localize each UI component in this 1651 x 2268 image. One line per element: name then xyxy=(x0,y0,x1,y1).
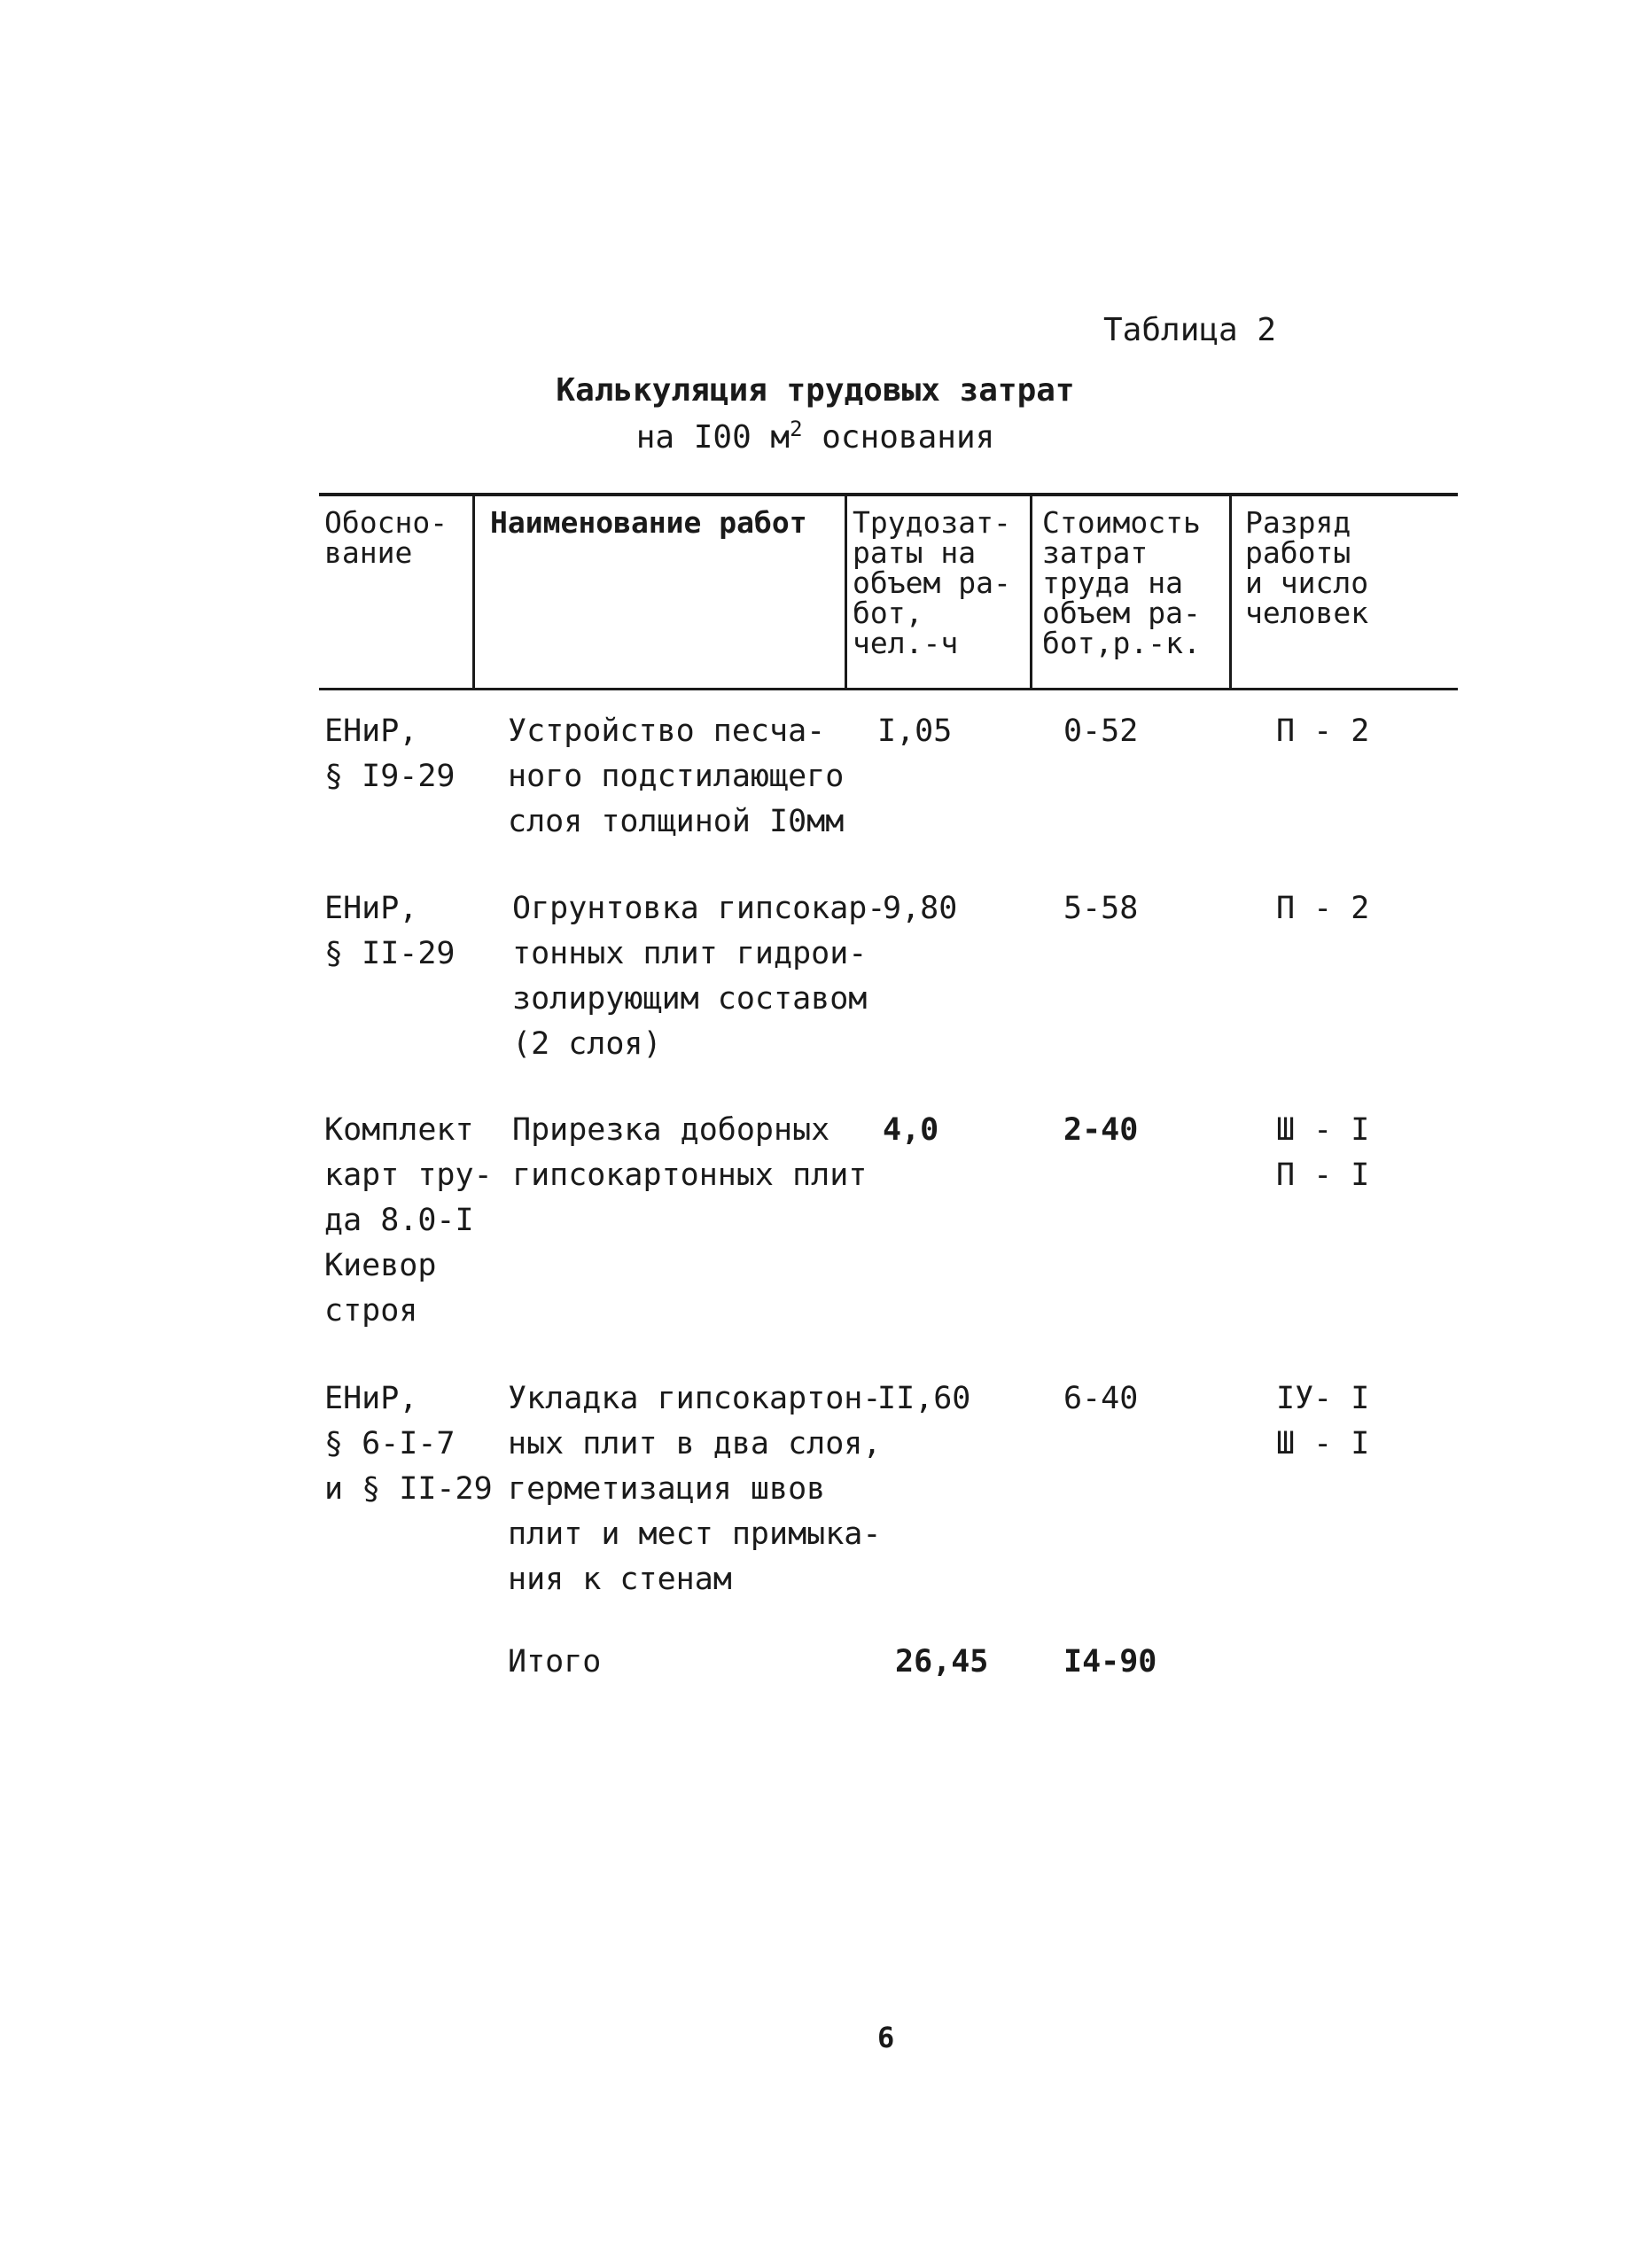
row-cost: 5-58 xyxy=(1063,891,1139,926)
row-cost: 0-52 xyxy=(1063,713,1139,749)
row-basis: ЕНиР, § II-29 xyxy=(324,891,456,971)
page-number: 6 xyxy=(877,2021,895,2054)
header-work-name: Наименование работ xyxy=(490,505,807,540)
header-basis: Обосно- вание xyxy=(324,505,448,570)
column-divider-1 xyxy=(472,495,475,690)
row-labor: 9,80 xyxy=(883,891,958,926)
table-subtitle xyxy=(461,417,1170,456)
row-grade: П - 2 xyxy=(1276,713,1370,749)
row-grade: Ш - I П - I xyxy=(1276,1112,1370,1193)
header-cost: Стоимость затрат труда на объем ра- бот,р.-к. xyxy=(1042,505,1201,660)
header-bottom-rule xyxy=(319,688,1458,690)
column-divider-4 xyxy=(1229,495,1232,690)
row-grade: П - 2 xyxy=(1276,891,1370,926)
subtitle-suffix: основания xyxy=(802,419,995,456)
total-cost: I4-90 xyxy=(1063,1644,1157,1680)
row-labor: II,60 xyxy=(877,1381,971,1416)
column-divider-2 xyxy=(845,495,847,690)
row-labor: 4,0 xyxy=(883,1112,939,1148)
total-labor: 26,45 xyxy=(895,1644,989,1680)
row-cost: 2-40 xyxy=(1063,1112,1139,1148)
row-work-name: Устройство песча- ного подстилающего слоя толщиной I0мм xyxy=(508,713,845,839)
column-divider-3 xyxy=(1030,495,1032,690)
header-grade: Разряд работы и число человек xyxy=(1245,505,1369,630)
row-basis: Комплект карт тру- да 8.0-I Киевор строя xyxy=(324,1112,493,1329)
row-cost: 6-40 xyxy=(1063,1381,1139,1416)
row-work-name: Укладка гипсокартон- ных плит в два слоя, герметизация швов плит и мест примыка- ния к стенам xyxy=(508,1381,882,1597)
total-label: Итого xyxy=(508,1644,602,1680)
row-work-name: Прирезка доборных гипсокартонных плит xyxy=(512,1112,868,1193)
table-label: Таблица 2 xyxy=(1103,312,1277,348)
table-title: Калькуляция трудовых затрат xyxy=(556,372,1075,409)
subtitle-superscript: 2 xyxy=(790,417,803,441)
row-labor: I,05 xyxy=(877,713,953,749)
table-top-rule xyxy=(319,493,1458,496)
subtitle-prefix: на I00 м xyxy=(635,419,790,456)
row-work-name: Огрунтовка гипсокар- тонных плит гидрои- золирующим составом (2 слоя) xyxy=(512,891,886,1062)
row-basis: ЕНиР, § 6-I-7 и § II-29 xyxy=(324,1381,493,1507)
row-basis: ЕНиР, § I9-29 xyxy=(324,713,456,794)
header-labor: Трудозат- раты на объем ра- бот, чел.-ч xyxy=(853,505,1011,660)
row-grade: IУ- I Ш - I xyxy=(1276,1381,1370,1461)
